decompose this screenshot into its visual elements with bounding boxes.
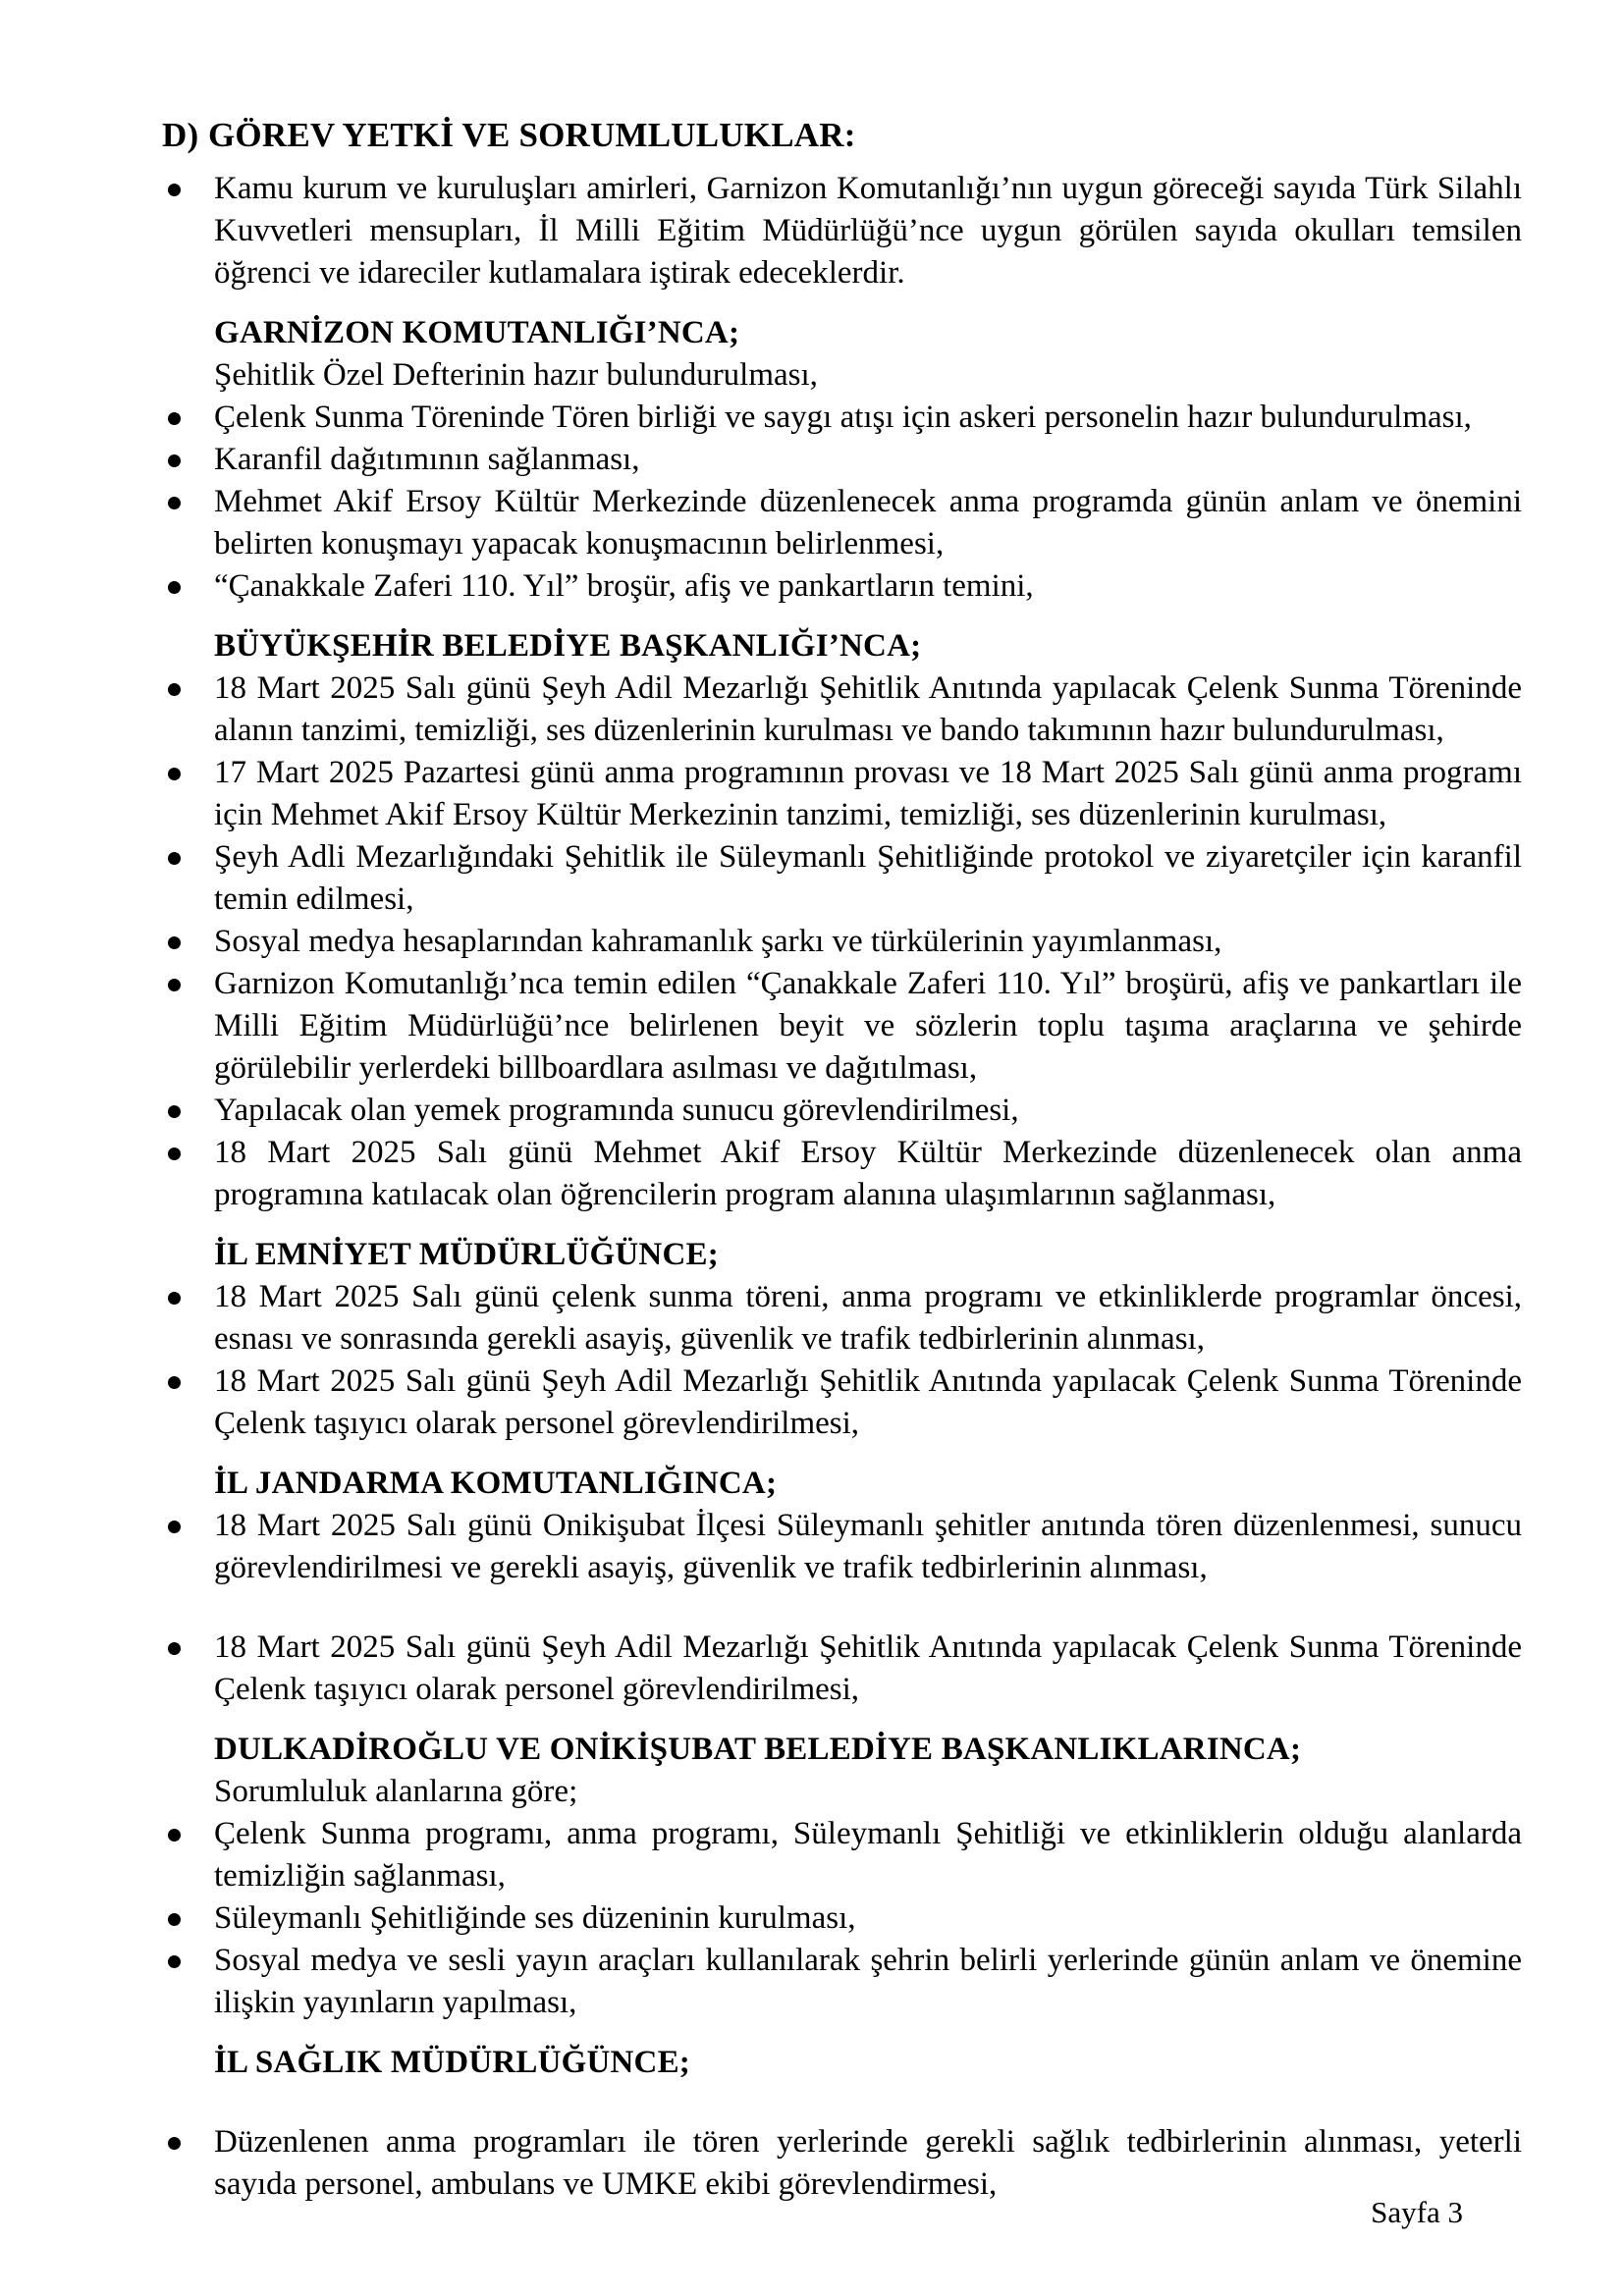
section-bullet-list xyxy=(162,1276,1522,1445)
bullet-text: 18 Mart 2025 Salı günü Şeyh Adil Mezarlığı Şehitlik Anıtında yapılacak Çelenk Sunma Töreninde Çelenk taşıyıcı olarak personel görevlendirilmesi, xyxy=(214,1363,1522,1441)
bullet-item xyxy=(162,752,1522,836)
section-heading: İL SAĞLIK MÜDÜRLÜĞÜNCE; xyxy=(214,2045,690,2080)
section-heading: İL JANDARMA KOMUTANLIĞINCA; xyxy=(214,1466,778,1501)
section-bullet-list xyxy=(162,397,1522,608)
page-title xyxy=(162,114,1522,156)
section-plain-line: Şehitlik Özel Defterinin hazır bulundurulması, xyxy=(214,357,818,393)
bullet-item xyxy=(162,1940,1522,2024)
intro-bullet-list xyxy=(162,168,1522,294)
bullet-item xyxy=(162,1132,1522,1216)
bullet-marker-icon xyxy=(168,1105,181,1118)
bullet-item xyxy=(162,1090,1522,1132)
bullet-text: Mehmet Akif Ersoy Kültür Merkezinde düzenlenecek anma programda günün anlam ve önemini belirten konuşmayı yapacak konuşmacının belirlenmesi, xyxy=(214,484,1522,561)
bullet-marker-icon xyxy=(168,683,181,696)
section-il-jandarma-komutanligi xyxy=(162,1463,1522,1711)
bullet-text: Kamu kurum ve kuruluşları amirleri, Garnizon Komutanlığı’nın uygun göreceği sayıda Türk Silahlı Kuvvetleri mensupları, İl Milli Eğitim Müdürlüğü’nce uygun görülen sayıda okulları temsilen öğrenci ve idareciler kutlamalara iştirak edeceklerdir. xyxy=(214,171,1522,291)
bullet-text: Sosyal medya hesaplarından kahramanlık şarkı ve türkülerinin yayımlanması, xyxy=(214,924,1222,959)
bullet-marker-icon xyxy=(168,1829,181,1842)
bullet-marker-icon xyxy=(168,1913,181,1926)
bullet-marker-icon xyxy=(168,1376,181,1389)
section-heading: GARNİZON KOMUTANLIĞI’NCA; xyxy=(214,315,740,350)
section-il-emniyet-mudurlugu xyxy=(162,1234,1522,1445)
bullet-marker-icon xyxy=(168,412,181,425)
section-plain-line: Sorumluluk alanlarına göre; xyxy=(214,1774,578,1809)
bullet-marker-icon xyxy=(168,1148,181,1160)
bullet-item xyxy=(162,481,1522,565)
bullet-item xyxy=(162,397,1522,439)
bullet-marker-icon xyxy=(168,936,181,949)
section-bullet-list xyxy=(162,1813,1522,2024)
bullet-item xyxy=(162,921,1522,963)
bullet-item xyxy=(162,2121,1522,2206)
section-il-saglik-mudurlugu xyxy=(162,2042,1522,2206)
section-bullet-list xyxy=(162,667,1522,1216)
bullet-marker-icon xyxy=(168,454,181,467)
bullet-text: Çelenk Sunma programı, anma programı, Süleymanlı Şehitliği ve etkinliklerin olduğu alanlarda temizliğin sağlanması, xyxy=(214,1816,1522,1894)
section-heading: İL EMNİYET MÜDÜRLÜĞÜNCE; xyxy=(214,1237,719,1272)
bullet-text: 18 Mart 2025 Salı günü çelenk sunma töreni, anma programı ve etkinliklerde programlar öncesi, esnası ve sonrasında gerekli asayiş, güvenlik ve trafik tedbirlerinin alınması, xyxy=(214,1279,1522,1357)
bullet-text: Süleymanlı Şehitliğinde ses düzeninin kurulması, xyxy=(214,1900,856,1936)
bullet-item xyxy=(162,565,1522,608)
bullet-item xyxy=(162,836,1522,921)
bullet-marker-icon xyxy=(168,979,181,991)
section-bullet-list xyxy=(162,2121,1522,2206)
bullet-marker-icon xyxy=(168,1521,181,1533)
bullet-marker-icon xyxy=(168,1292,181,1305)
page-title-text: GÖREV YETKİ VE SORUMLULUKLAR: xyxy=(208,116,856,154)
bullet-text: Sosyal medya ve sesli yayın araçları kullanılarak şehrin belirli yerlerinde günün anlam ve önemine ilişkin yayınların yapılması, xyxy=(214,1943,1522,2020)
bullet-item xyxy=(162,1276,1522,1361)
bullet-item xyxy=(162,1813,1522,1897)
bullet-marker-icon xyxy=(168,1642,181,1655)
page-title-prefix: D) xyxy=(162,116,199,154)
bullet-text: 18 Mart 2025 Salı günü Şeyh Adil Mezarlığı Şehitlik Anıtında yapılacak Çelenk Sunma Töreninde alanın tanzimi, temizliği, ses düzenlerinin kurulması ve bando takımının hazır bulundurulması, xyxy=(214,670,1522,748)
bullet-item xyxy=(162,1897,1522,1940)
bullet-text: Şeyh Adli Mezarlığındaki Şehitlik ile Süleymanlı Şehitliğinde protokol ve ziyaretçiler için karanfil temin edilmesi, xyxy=(214,839,1522,917)
bullet-item xyxy=(162,1361,1522,1445)
bullet-item xyxy=(162,1627,1522,1711)
bullet-item xyxy=(162,439,1522,481)
bullet-marker-icon xyxy=(168,581,181,594)
bullet-item xyxy=(162,168,1522,294)
bullet-text: Çelenk Sunma Töreninde Tören birliği ve saygı atışı için askeri personelin hazır bulundurulması, xyxy=(214,400,1472,435)
bullet-marker-icon xyxy=(168,852,181,865)
bullet-marker-icon xyxy=(168,1955,181,1968)
section-garnizon-komutanligi xyxy=(162,312,1522,608)
bullet-text: Garnizon Komutanlığı’nca temin edilen “Çanakkale Zaferi 110. Yıl” broşürü, afiş ve pankartları ile Milli Eğitim Müdürlüğü’nce belirlenen beyit ve sözlerin toplu taşıma araçlarına ve şehirde görülebilir yerlerdeki billboardlara asılması ve dağıtılması, xyxy=(214,966,1522,1086)
section-dulkadiroglu-onikisubat-belediyeleri xyxy=(162,1729,1522,2024)
section-heading: BÜYÜKŞEHİR BELEDİYE BAŞKANLIĞI’NCA; xyxy=(214,628,922,664)
bullet-text: Düzenlenen anma programları ile tören yerlerinde gerekli sağlık tedbirlerinin alınması, yeterli sayıda personel, ambulans ve UMKE ekibi görevlendirmesi, xyxy=(214,2124,1522,2202)
bullet-text: 18 Mart 2025 Salı günü Onikişubat İlçesi Süleymanlı şehitler anıtında tören düzenlenmesi, sunucu görevlendirilmesi ve gerekli asayiş, güvenlik ve trafik tedbirlerinin alınması, xyxy=(214,1508,1522,1585)
sections-container xyxy=(162,312,1522,2206)
bullet-marker-icon xyxy=(168,2137,181,2150)
bullet-text: 18 Mart 2025 Salı günü Şeyh Adil Mezarlığı Şehitlik Anıtında yapılacak Çelenk Sunma Töreninde Çelenk taşıyıcı olarak personel görevlendirilmesi, xyxy=(214,1629,1522,1707)
page-number: Sayfa 3 xyxy=(1371,2195,1463,2229)
section-heading: DULKADİROĞLU VE ONİKİŞUBAT BELEDİYE BAŞKANLIKLARINCA; xyxy=(214,1732,1302,1767)
bullet-marker-icon xyxy=(168,768,181,780)
section-bullet-list xyxy=(162,1505,1522,1711)
bullet-text: 18 Mart 2025 Salı günü Mehmet Akif Ersoy Kültür Merkezinde düzenlenecek olan anma programına katılacak olan öğrencilerin program alanına ulaşımlarının sağlanması, xyxy=(214,1135,1522,1212)
bullet-text: Yapılacak olan yemek programında sunucu görevlendirilmesi, xyxy=(214,1093,1019,1128)
bullet-marker-icon xyxy=(168,497,181,509)
bullet-item xyxy=(162,667,1522,752)
bullet-item xyxy=(162,963,1522,1090)
bullet-marker-icon xyxy=(168,184,181,196)
section-buyuksehir-belediye-baskanligi xyxy=(162,625,1522,1216)
bullet-item xyxy=(162,1505,1522,1589)
bullet-text: Karanfil dağıtımının sağlanması, xyxy=(214,442,640,477)
bullet-text: “Çanakkale Zaferi 110. Yıl” broşür, afiş ve pankartların temini, xyxy=(214,568,1034,604)
bullet-text: 17 Mart 2025 Pazartesi günü anma programının provası ve 18 Mart 2025 Salı günü anma programı için Mehmet Akif Ersoy Kültür Merkezinin tanzimi, temizliği, ses düzenlerinin kurulması, xyxy=(214,755,1522,832)
